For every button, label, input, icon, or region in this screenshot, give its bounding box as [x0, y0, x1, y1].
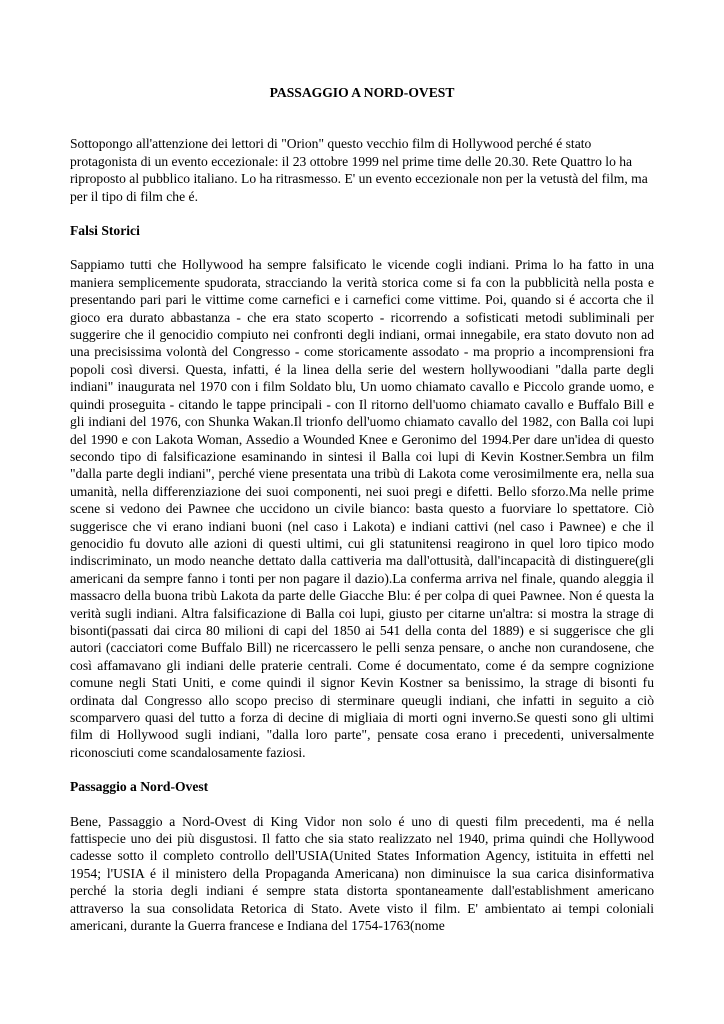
section-body-passaggio: Bene, Passaggio a Nord-Ovest di King Vidor non solo é uno di questi film precedenti, ma é nella fattispecie uno dei più disgustosi. Il fatto che sia stato realizzato nel 1940, prima quindi che Hollywood cadesse sotto il completo controllo dell'USIA(United States Information Agency, istituita in effetti nel 1954; l'USIA é il ministero della Propaganda Americana) non diminuisce la sua carica disinformativa perché la storia degli indiani é sempre stata distorta spontaneamente dall'establishment americano attraverso la sua consolidata Retorica di Stato. Avete visto il film. E' ambientato ai tempi coloniali americani, durante la Guerra francese e Indiana del 1754-1763(nome	[70, 813, 654, 934]
intro-paragraph: Sottopongo all'attenzione dei lettori di "Orion" questo vecchio film di Hollywood perché é stato protagonista di un evento eccezionale: il 23 ottobre 1999 nel prime time delle 20.30. Rete Quattro lo ha riproposto al pubblico italiano. Lo ha ritrasmesso. E' un evento eccezionale non per la vetustà del film, ma per il tipo di film che é.	[70, 136, 648, 204]
document-page	[70, 84, 654, 951]
section-heading-passaggio: Passaggio a Nord-Ovest	[70, 779, 209, 795]
section-body-falsi-storici: Sappiamo tutti che Hollywood ha sempre falsificato le vicende cogli indiani. Prima lo ha fatto in una maniera semplicemente spudorata, stracciando la verità storica come si fa con la pubblicità nella posta e presentando pari pari le vittime come carnefici e i carnefici come vittime. Poi, quando si é accorta che il gioco era durato abbastanza - che era stato scoperto - ricorrendo a sofisticati metodi subliminali per suggerire che il genocidio compiuto nei confronti degli indiani, ormai innegabile, era stato dovuto non ad una precisissima volontà del Congresso - come storicamente assodato - ma proprio a incomprensioni fra popoli così diversi. Questa, infatti, é la linea della serie del western hollywoodiani "dalla parte degli indiani" inaugurata nel 1970 con i film Soldato blu, Un uomo chiamato cavallo e Piccolo grande uomo, e quindi proseguita - citando le tappe principali - con Il ritorno dell'uomo chiamato cavallo e Buffalo Bill e gli indiani del 1976, con Shunka Wakan.Il trionfo dell'uomo chiamato cavallo del 1982, con Balla coi lupi del 1990 e con Lakota Woman, Assedio a Wounded Knee e Geronimo del 1994.Per dare un'idea di questo secondo tipo di falsificazione esaminando in sintesi il Balla coi lupi di Kevin Kostner.Sembra un film "dalla parte degli indiani", perché viene presentata una tribù di Lakota come verosimilmente era, nella sua umanità, nella differenziazione dei suoi componenti, nei suoi pregi e difetti. Bello sforzo.Ma nelle prime scene si vedono dei Pawnee che uccidono un civile bianco: basta questo a fuorviare lo spettatore. Ciò suggerisce che vi erano indiani buoni (nel caso i Lakota) e indiani cattivi (nel caso i Pawnee) e che il genocidio fu dovuto alle azioni di questi ultimi, cui gli statunitensi reagirono in quel loro tipico modo indiscriminato, un modo neanche dettato dalla cattiveria ma dall'ottusità, dall'incapacità di distinguere(gli americani da sempre fanno i tonti per non pagare il dazio).La conferma arriva nel finale, quando aleggia il massacro della buona tribù Lakota da parte delle Giacche Blu: é per colpa di quei Pawnee. Non é questa la verità sugli indiani. Altra falsificazione di Balla coi lupi, giusto per citarne un'altra: si mostra la strage di bisonti(passati dai circa 80 milioni di capi del 1850 ai 541 della conta del 1889) e si suggerisce che gli autori (cacciatori come Buffalo Bill) ne ricercassero le pelli senza pensare, o anche non curandosene, che così affamavano gli indiani delle praterie centrali. Come é documentato, come é da sempre cognizione comune negli Stati Uniti, e come quindi il signor Kevin Kostner sa benissimo, la strage di bisonti fu ordinata dal Congresso allo scopo preciso di sterminare queugli indiani, che infatti in seguito a ciò scomparvero quasi del tutto a forza di decine di migliaia di morti ogni inverno.Se questi sono gli ultimi film di Hollywood sugli indiani, "dalla loro parte", pensate cosa erano i precedenti, universalmente riconosciuti come scandalosamente faziosi.	[70, 257, 654, 760]
document-title: PASSAGGIO A NORD-OVEST	[269, 85, 455, 100]
section-heading-falsi-storici: Falsi Storici	[70, 223, 140, 239]
